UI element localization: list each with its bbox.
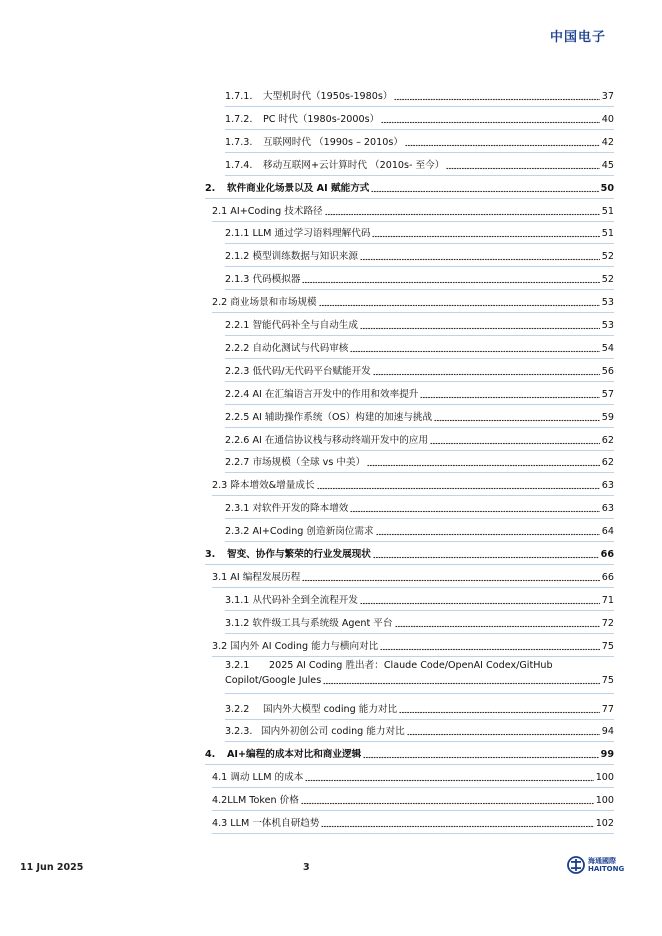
toc-entry[interactable] (225, 338, 614, 359)
toc-entry-title: 2.1.3 代码模拟器 (225, 274, 301, 286)
toc-entry-title: 软件商业化场景以及 AI 赋能方式 (227, 182, 370, 194)
toc-dot-leader (350, 510, 599, 513)
toc-entry-label (205, 748, 361, 762)
toc-entry-title: 2.1.1 LLM 通过学习语料理解代码 (225, 228, 371, 240)
toc-entry-label (225, 365, 371, 379)
toc-entry[interactable] (225, 721, 614, 742)
toc-entry-page: 66 (600, 549, 614, 560)
toc-entry-label (225, 456, 365, 470)
toc-entry-title-continued: Copilot/Google Jules (225, 674, 322, 686)
toc-entry-label (225, 250, 358, 264)
toc-entry[interactable] (225, 521, 614, 542)
toc-entry-label (225, 411, 432, 425)
toc-entry-label (225, 388, 418, 402)
toc-entry[interactable] (225, 269, 614, 290)
footer-date: 11 Jun 2025 (20, 862, 84, 873)
toc-entry[interactable] (225, 430, 614, 451)
toc-entry-title: 2.1 AI+Coding 技术路径 (212, 205, 323, 217)
toc-entry[interactable] (225, 498, 614, 519)
toc-entry-page: 50 (600, 182, 614, 194)
toc-entry-page: 57 (601, 388, 614, 400)
toc-entry-page: 63 (601, 480, 614, 492)
toc-entry-label (225, 617, 393, 631)
toc-entry[interactable] (212, 292, 614, 313)
toc-entry[interactable] (212, 475, 614, 496)
toc-entry-page: 66 (601, 571, 614, 583)
toc-dot-leader (321, 825, 593, 828)
toc-entry-page: 71 (601, 594, 614, 606)
toc-dot-leader (381, 121, 600, 124)
toc-entry-page: 100 (595, 795, 614, 807)
toc-entry[interactable] (205, 744, 614, 765)
toc-entry-title: 2.1.2 模型训练数据与知识来源 (225, 251, 358, 263)
toc-dot-leader (376, 533, 600, 536)
toc-dot-leader (373, 556, 599, 559)
toc-entry[interactable] (205, 544, 614, 565)
toc-entry-title: 国内外大模型 coding 能力对比 (263, 703, 398, 715)
toc-entry-label (225, 342, 348, 356)
toc-dot-leader (360, 327, 600, 330)
toc-entry-number: 3.2.1 (225, 659, 250, 671)
toc-entry-title: 2.2.3 低代码/无代码平台赋能开发 (225, 365, 371, 377)
toc-entry-label (225, 113, 379, 127)
toc-dot-leader (323, 682, 600, 685)
toc-entry-label (225, 725, 405, 739)
toc-entry-title: 2.3.1 对软件开发的降本增效 (225, 503, 349, 515)
toc-entry-title: 2.2 商业场景和市场规模 (212, 297, 317, 309)
toc-entry-title: 4.1 调动 LLM 的成本 (212, 772, 304, 784)
toc-entry-title: 移动互联网+云计算时代 （2010s- 至今） (263, 159, 445, 171)
toc-entry[interactable] (225, 407, 614, 428)
toc-entry-label (225, 525, 374, 539)
toc-entry-page: 53 (601, 320, 614, 331)
toc-dot-leader (350, 350, 599, 353)
toc-entry-label (212, 571, 300, 585)
toc-entry-label (225, 319, 358, 333)
toc-entry[interactable] (225, 315, 614, 336)
toc-entry-label (225, 227, 370, 241)
toc-entry-page: 62 (601, 434, 614, 446)
toc-entry-page: 64 (601, 526, 614, 538)
haitong-logo (567, 856, 624, 874)
toc-dot-leader (367, 464, 600, 467)
toc-entry-title: 国内外初创公司 coding 能力对比 (261, 726, 405, 738)
toc-entry-label (225, 273, 300, 287)
toc-entry-page: 56 (601, 365, 614, 377)
toc-entry-label (212, 296, 317, 310)
toc-entry-number: 1.7.2. (225, 113, 253, 125)
toc-entry-page: 72 (601, 617, 614, 629)
toc-entry-label (225, 434, 428, 448)
toc-entry-number: 3.2.2 (225, 703, 250, 715)
toc-dot-leader (372, 235, 599, 238)
toc-entry-title: 2.2.6 AI 在通信协议栈与移动终端开发中的应用 (225, 434, 428, 446)
toc-entry-page: 51 (601, 228, 614, 240)
toc-entry[interactable] (225, 223, 614, 244)
toc-dot-leader (394, 98, 599, 101)
toc-entry-number: 4. (205, 749, 216, 761)
toc-dot-leader (395, 625, 600, 628)
toc-entry-label (225, 136, 403, 150)
toc-entry-page: 51 (601, 205, 614, 217)
toc-entry-page: 75 (601, 640, 614, 652)
toc-entry-number: 3. (205, 549, 216, 560)
toc-entry-title: 3.1.1 从代码补全到全流程开发 (225, 594, 358, 606)
toc-entry-page: 75 (601, 674, 614, 686)
toc-entry-label (225, 502, 348, 516)
toc-entry-label (212, 205, 323, 219)
toc-entry[interactable] (212, 567, 614, 588)
toc-entry-title: 智变、协作与繁荣的行业发展现状 (227, 549, 371, 560)
toc-entry-title: 3.2 国内外 AI Coding 能力与横向对比 (212, 640, 379, 652)
toc-entry-label (225, 703, 397, 717)
toc-entry-title: 4.2LLM Token 价格 (212, 795, 299, 807)
toc-entry-label (212, 640, 378, 654)
toc-entry[interactable] (205, 178, 614, 199)
toc-entry[interactable] (225, 109, 614, 130)
toc-entry-page: 62 (601, 457, 614, 469)
toc-entry-title: PC 时代（1980s-2000s） (263, 113, 380, 125)
toc-entry-number: 1.7.4. (225, 159, 253, 171)
toc-entry[interactable] (212, 767, 614, 788)
logo-cn-text: 海通國際 (588, 857, 616, 865)
toc-entry[interactable] (212, 790, 614, 811)
toc-dot-leader (373, 373, 600, 376)
toc-entry[interactable] (225, 659, 614, 694)
toc-entry[interactable] (212, 813, 614, 834)
toc-entry-page: 94 (601, 726, 614, 738)
toc-entry-label (205, 182, 369, 196)
toc-dot-leader (302, 281, 599, 284)
toc-entry[interactable] (225, 132, 614, 153)
toc-entry-label (225, 159, 444, 173)
toc-dot-leader (305, 779, 593, 782)
toc-entry-title: 3.1 AI 编程发展历程 (212, 571, 301, 583)
toc-dot-leader (360, 258, 600, 261)
toc-dot-leader (325, 213, 600, 216)
toc-entry-title: 2.2.5 AI 辅助操作系统（OS）构建的加速与挑战 (225, 411, 433, 423)
toc-entry-label (212, 479, 315, 493)
toc-entry-number: 2. (205, 182, 216, 194)
toc-entry-page: 63 (601, 503, 614, 515)
toc-entry[interactable] (212, 636, 614, 657)
toc-entry-label (212, 817, 319, 831)
toc-entry-number: 3.2.3. (225, 726, 253, 738)
toc-entry-page: 100 (595, 772, 614, 784)
toc-entry[interactable] (212, 201, 614, 222)
haitong-logo-icon (567, 856, 585, 874)
toc-dot-leader (399, 711, 600, 714)
toc-dot-leader (301, 802, 594, 805)
toc-entry[interactable] (225, 361, 614, 382)
toc-dot-leader (434, 419, 600, 422)
toc-entry-page: 45 (601, 159, 614, 171)
toc-entry[interactable] (225, 699, 614, 720)
toc-entry-page: 54 (601, 342, 614, 354)
toc-entry-label (225, 594, 358, 608)
toc-entry-page: 52 (601, 274, 614, 286)
toc-dot-leader (446, 167, 599, 170)
toc-entry-label (212, 794, 299, 808)
footer-page-number: 3 (303, 862, 310, 873)
toc-entry-title: 3.1.2 软件级工具与系统级 Agent 平台 (225, 617, 393, 629)
toc-entry-page: 42 (601, 136, 614, 148)
toc-entry-page: 53 (601, 297, 614, 309)
logo-en-text: HAITONG (588, 865, 625, 873)
toc-entry-title: 2.2.4 AI 在汇编语言开发中的作用和效率提升 (225, 388, 419, 400)
toc-entry-title: 2.2.1 智能代码补全与自动生成 (225, 320, 358, 331)
header-brand: 中国电子 (549, 30, 606, 45)
toc-entry-title: AI+编程的成本对比和商业逻辑 (227, 749, 362, 761)
toc-dot-leader (380, 648, 600, 651)
toc-entry-title: 2.2.2 自动化测试与代码审核 (225, 342, 349, 354)
toc-entry-label (205, 548, 371, 562)
toc-entry[interactable] (225, 384, 614, 405)
toc-dot-leader (405, 144, 600, 147)
toc-entry-page: 40 (601, 113, 614, 125)
toc-entry-title: 2025 AI Coding 胜出者：Claude Code/OpenAI Codex/GitHub (269, 659, 553, 671)
toc-entry-number: 1.7.1. (225, 91, 253, 102)
toc-entry-title: 大型机时代（1950s-1980s） (263, 91, 393, 102)
toc-dot-leader (371, 190, 598, 193)
toc-entry[interactable] (225, 452, 614, 473)
toc-entry[interactable] (225, 246, 614, 267)
toc-dot-leader (319, 304, 600, 307)
toc-entry-page: 52 (601, 251, 614, 263)
toc-dot-leader (302, 579, 599, 582)
toc-entry-page: 77 (601, 703, 614, 715)
toc-entry[interactable] (225, 613, 614, 634)
toc-dot-leader (430, 442, 600, 445)
toc-entry-page: 37 (601, 91, 614, 102)
toc-entry-page: 102 (595, 818, 614, 829)
toc-entry[interactable] (225, 86, 614, 107)
toc-dot-leader (420, 396, 599, 399)
toc-entry-title: 2.2.7 市场规模（全球 vs 中美） (225, 457, 366, 469)
toc-entry-title: 2.3.2 AI+Coding 创造新岗位需求 (225, 526, 374, 538)
toc-dot-leader (363, 756, 598, 759)
toc-entry[interactable] (225, 155, 614, 176)
toc-entry-page: 59 (601, 411, 614, 423)
toc-entry-title: 2.3 降本增效&增量成长 (212, 480, 315, 492)
toc-entry-label (225, 90, 392, 104)
toc-dot-leader (360, 602, 600, 605)
toc-entry-page: 99 (600, 749, 614, 761)
toc-entry-label (212, 771, 303, 785)
toc-entry-title: 4.3 LLM 一体机自研趋势 (212, 818, 320, 829)
toc-dot-leader (317, 487, 600, 490)
toc-entry-title: 互联网时代 （1990s – 2010s） (263, 136, 403, 148)
toc-entry[interactable] (225, 590, 614, 611)
toc-entry-number: 1.7.3. (225, 136, 253, 148)
toc-dot-leader (407, 733, 600, 736)
